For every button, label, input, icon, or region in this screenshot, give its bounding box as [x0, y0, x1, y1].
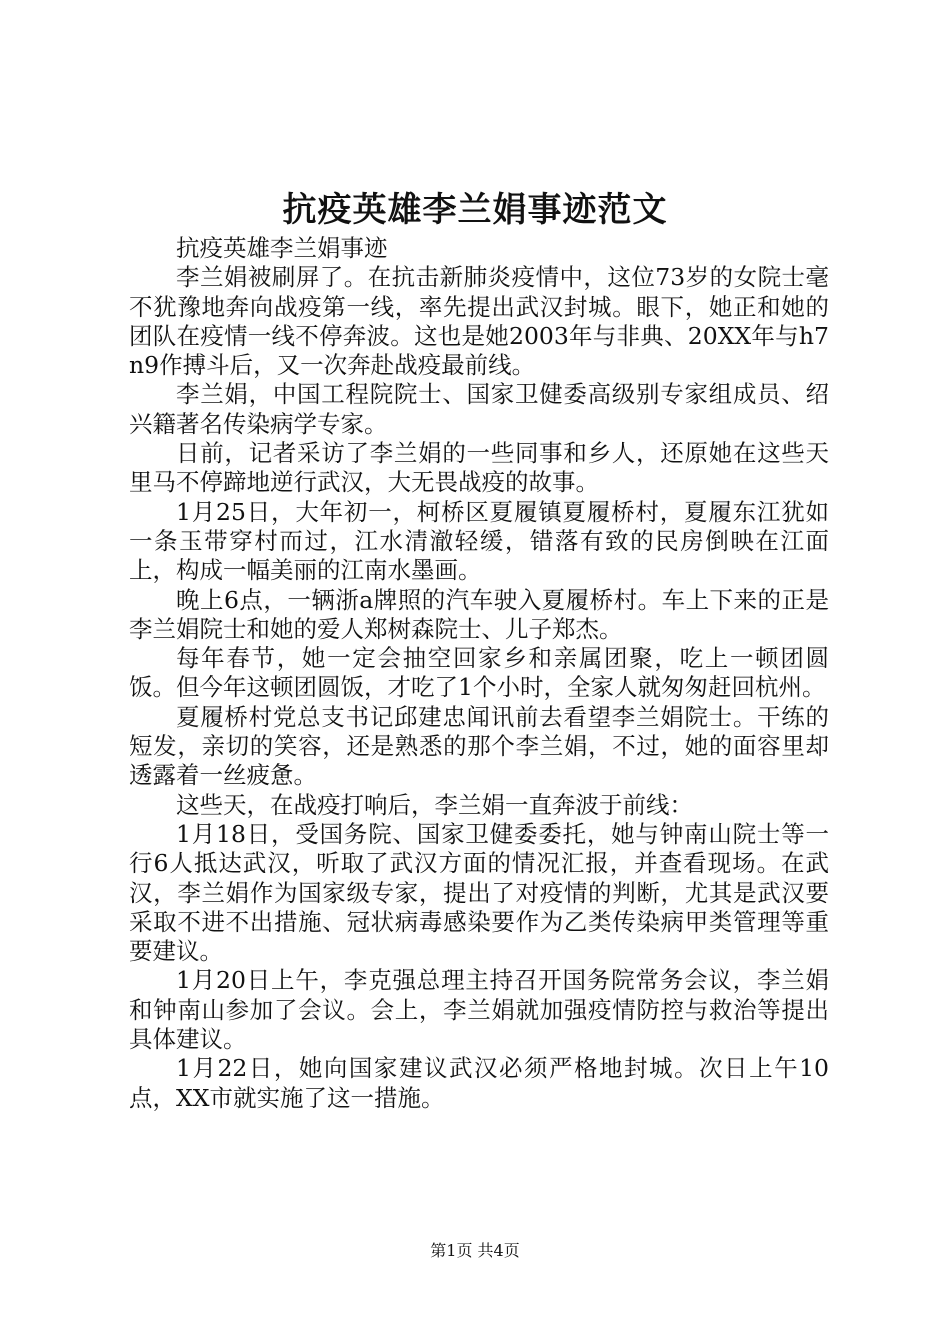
paragraph: 夏履桥村党总支书记邱建忠闻讯前去看望李兰娟院士。干练的短发，亲切的笑容，还是熟悉的那个李兰娟，不过，她的面容里却透露着一丝疲惫。: [129, 702, 829, 790]
paragraph: 抗疫英雄李兰娟事迹: [176, 234, 388, 262]
document-body: [129, 234, 829, 1113]
page-number-footer: 第1页 共4页: [430, 1241, 520, 1260]
paragraph: 李兰娟被刷屏了。在抗击新肺炎疫情中，这位73岁的女院士毫不犹豫地奔向战疫第一线，率先提出武汉封城。眼下，她正和她的团队在疫情一线不停奔波。这也是她2003年与非典、20XX年与h7n9作搏斗后，又一次奔赴战疫最前线。: [129, 263, 829, 380]
paragraph: 1月22日，她向国家建议武汉必须严格地封城。次日上午10点，XX市就实施了这一措施。: [129, 1054, 829, 1112]
paragraph: 李兰娟，中国工程院院士、国家卫健委高级别专家组成员、绍兴籍著名传染病学专家。: [129, 380, 829, 438]
paragraph: 1月25日，大年初一，柯桥区夏履镇夏履桥村，夏履东江犹如一条玉带穿村而过，江水清澈轻缓，错落有致的民房倒映在江面上，构成一幅美丽的江南水墨画。: [129, 497, 829, 585]
paragraph: 日前，记者采访了李兰娟的一些同事和乡人，还原她在这些天里马不停蹄地逆行武汉，大无畏战疫的故事。: [129, 439, 829, 497]
paragraph: 这些天，在战疫打响后，李兰娟一直奔波于前线：: [176, 790, 693, 819]
paragraph: 1月18日，受国务院、国家卫健委委托，她与钟南山院士等一行6人抵达武汉，听取了武汉方面的情况汇报，并查看现场。在武汉，李兰娟作为国家级专家，提出了对疫情的判断，尤其是武汉要采取不进不出措施、冠状病毒感染要作为乙类传染病甲类管理等重要建议。: [129, 819, 829, 966]
paragraph: 每年春节，她一定会抽空回家乡和亲属团聚，吃上一顿团圆饭。但今年这顿团圆饭，才吃了1个小时，全家人就匆匆赶回杭州。: [129, 644, 829, 702]
document-title: 抗疫英雄李兰娟事迹范文: [282, 190, 668, 230]
paragraph: 1月20日上午，李克强总理主持召开国务院常务会议，李兰娟和钟南山参加了会议。会上，李兰娟就加强疫情防控与救治等提出具体建议。: [129, 966, 829, 1054]
paragraph: 晚上6点，一辆浙a牌照的汽车驶入夏履桥村。车上下来的正是李兰娟院士和她的爱人郑树森院士、儿子郑杰。: [129, 585, 829, 643]
